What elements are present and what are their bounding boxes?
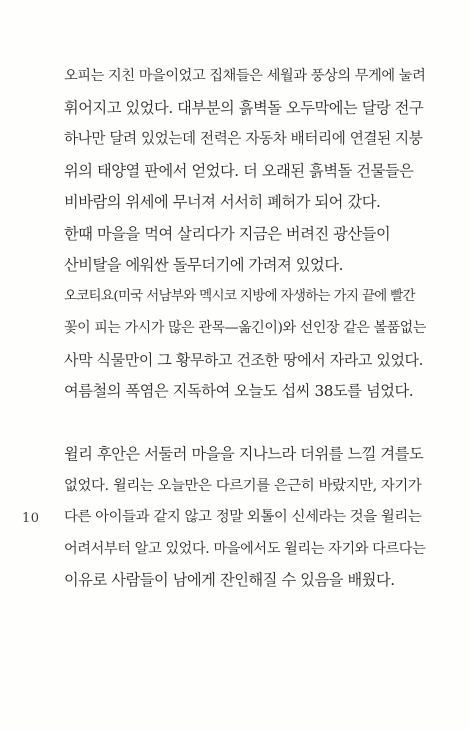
paragraph-1-line-10: 사막 식물만이 그 황무하고 건조한 땅에서 자라고 있었다. [64,350,424,369]
paragraph-1-line-8: 오코티요(미국 서남부와 멕시코 지방에 자생하는 가지 끝에 빨간 [64,288,415,304]
paragraph-1-line-6: 한때 마을을 먹여 살리다가 지금은 버려진 광산들이 [64,224,391,243]
paragraph-1-line-9: 꽃이 피는 가시가 많은 관목—옮긴이)와 선인장 같은 볼품없는 [64,320,426,336]
paragraph-2-line-3: 다른 아이들과 같지 않고 정말 외톨이 신세라는 것을 윌리는 [64,509,422,525]
paragraph-1-line-3: 하나만 달려 있었는데 전력은 자동차 배터리에 연결된 지붕 [64,130,423,147]
paragraph-2-line-5: 이유로 사람들이 남에게 잔인해질 수 있음을 배웠다. [64,571,395,589]
paragraph-2-line-2: 없었다. 윌리는 오늘만은 다르기를 은근히 바랐지만, 자기가 [64,477,422,494]
paragraph-1-line-7: 산비탈을 에워싼 돌무더기에 가려져 있었다. [64,256,344,274]
paragraph-1-line-11: 여름철의 폭염은 지독하여 오늘도 섭씨 38도를 넘었다. [64,382,414,400]
paragraph-1-line-5: 비바람의 위세에 무너져 서서히 폐허가 되어 갔다. [64,193,381,211]
paragraph-1-line-2: 휘어지고 있었다. 대부분의 흙벽돌 오두막에는 달랑 전구 [64,98,424,117]
paragraph-2-line-1: 윌리 후안은 서둘러 마을을 지나느라 더위를 느낄 겨를도 [64,445,424,463]
page-number: 10 [22,511,40,526]
paragraph-1-line-4: 위의 태양열 판에서 얻었다. 더 오래된 흙벽돌 건물들은 [64,161,414,180]
paragraph-1-line-1: 오피는 지친 마을이었고 집채들은 세월과 풍상의 무게에 눌려 [64,68,426,84]
paragraph-2-line-4: 어려서부터 알고 있었다. 마을에서도 윌리는 자기와 다르다는 [64,540,426,557]
